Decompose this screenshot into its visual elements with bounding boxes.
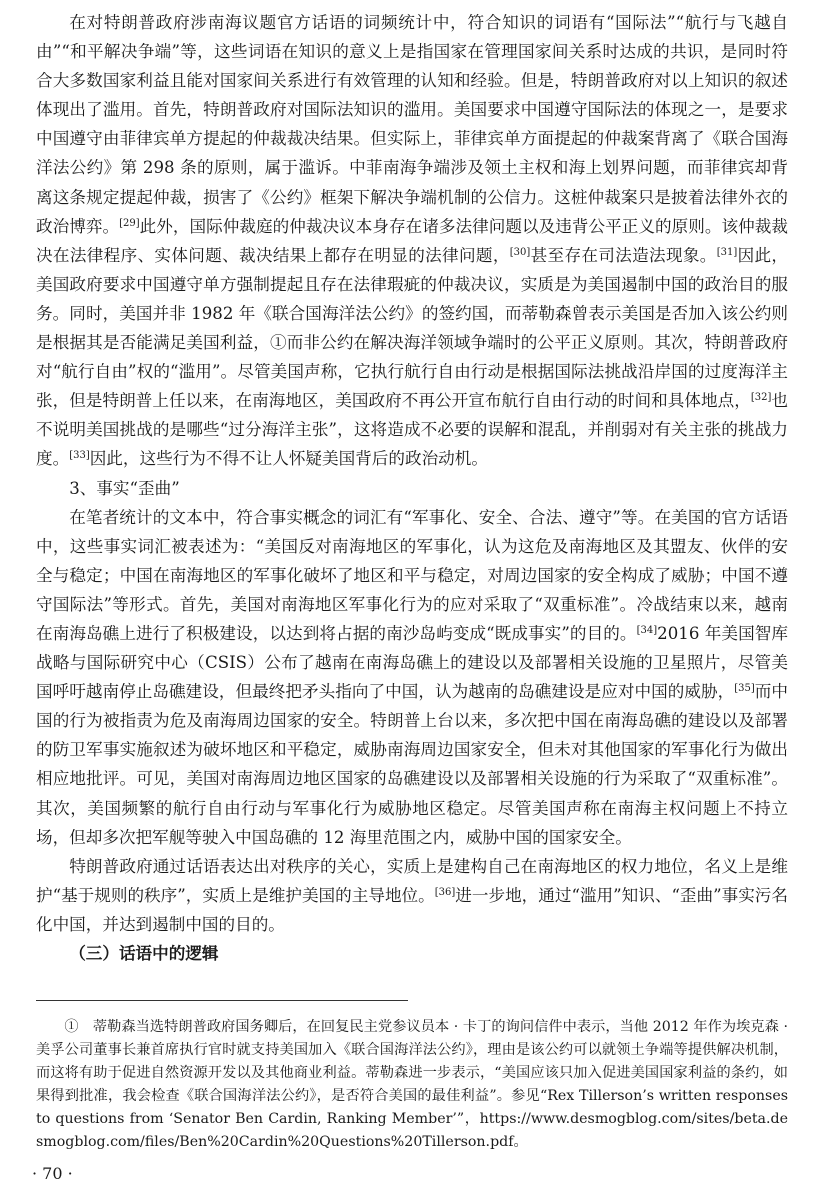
section-heading-logic: （三）话语中的逻辑	[69, 944, 219, 963]
citation-33: [33]	[69, 450, 90, 462]
citation-31: [31]	[716, 246, 738, 258]
citation-36: [36]	[434, 886, 456, 898]
subheading-fact-distortion: 3、事实“歪曲”	[69, 478, 180, 498]
body-text	[36, 8, 788, 968]
footnote-divider	[36, 1000, 408, 1001]
citation-34: [34]	[636, 624, 658, 636]
citation-29: [29]	[119, 217, 140, 229]
paragraph-knowledge-abuse: 在对特朗普政府涉南海议题官方话语的词频统计中，符合知识的词语有“国际法”“航行与飞越自由”“和平解决争端”等，这些词语在知识的意义上是指国家在管理国家间关系时达成的共识，是同时符合大多数国家利益且能对国家间关系进行有效管理的认知和经验。但是，特朗普政府对以上知识的叙述体现出了滥用。首先，特朗普政府对国际法知识的滥用。美国要求中国遵守国际法的体现之一，是要求中国遵守由菲律宾单方提起的仲裁裁决结果。但实际上，菲律宾单方面提起的仲裁案背离了《联合国海洋法公约》第 298 条的原则，属于滥诉。中菲南海争端涉及领土主权和海上划界问题，而菲律宾却背离这条规定提起仲裁，损害了《公约》框架下解决争端机制的公信力。这桩仲裁案只是披着法律外衣的政治博弈。[29]此外，国际仲裁庭的仲裁决议本身存在诸多法律问题以及违背公平正义的原则。该仲裁裁决在法律程序、实体问题、裁决结果上都存在明显的法律问题，[30]甚至存在司法造法现象。[31]因此，美国政府要求中国遵守单方强制提起且存在法律瑕疵的仲裁决议，实质是为美国遏制中国的政治目的服务。同时，美国并非 1982 年《联合国海洋法公约》的签约国，而蒂勒森曾表示美国是否加入该公约则是根据其是否能满足美国利益，①而非公约在解决海洋领域争端时的公平正义原则。其次，特朗普政府对“航行自由”权的“滥用”。尽管美国声称，它执行航行自由行动是根据国际法挑战沿岸国的过度海洋主张，但是特朗普上任以来，在南海地区，美国政府不再公开宣布航行自由行动的时间和具体地点，[32]也不说明美国挑战的是哪些“过分海洋主张”，这将造成不必要的误解和混乱，并削弱对有关主张的挑战力度。[33]因此，这些行为不得不让人怀疑美国背后的政治动机。	[36, 13, 789, 469]
page-number: · 70 ·	[32, 1164, 73, 1183]
footnote-1: ① 蒂勒森当选特朗普政府国务卿后，在回复民主党参议员本 · 卡丁的询问信件中表示，当他 2012 年作为埃克森 · 美孚公司董事长兼首席执行官时就支持美国加入《联合国海洋法公约》，理由是该公约可以就领土争端等提供解决机制，而这将有助于促进自然资源开发以及其他商业利益。蒂勒森进一步表示，“美国应该只加入促进美国国家利益的条约，如果得到批准，我会检查《联合国海洋法公约》，是否符合美国的最佳利益”。参见“Rex Tillerson’s written responses to questions from ‘Senator Ben Cardin, Ranking Member’”，https://www.desmogblog.com/sites/beta.desmogblog.com/files/Ben%20Cardin%20Questions%20Tillerson.pdf。	[36, 1019, 788, 1150]
paragraph-order-summary: 特朗普政府通过话语表达出对秩序的关心，实质上是建构自己在南海地区的权力地位，名义上是维护“基于规则的秩序”，实质上是维护美国的主导地位。[36]进一步地，通过“滥用”知识、“歪曲”事实污名化中国，并达到遏制中国的目的。	[36, 856, 789, 934]
citation-30: [30]	[509, 246, 531, 258]
paragraph-fact-distortion: 在笔者统计的文本中，符合事实概念的词汇有“军事化、安全、合法、遵守”等。在美国的官方话语中，这些事实词汇被表述为：“美国反对南海地区的军事化，认为这危及南海地区及其盟友、伙伴的安全与稳定；中国在南海地区的军事化破坏了地区和平与稳定，对周边国家的安全构成了威胁；中国不遵守国际法”等形式。首先，美国对南海地区军事化行为的应对采取了“双重标准”。冷战结束以来，越南在南海岛礁上进行了积极建设，以达到将占据的南沙岛屿变成“既成事实”的目的。[34]2016 年美国智库战略与国际研究中心（CSIS）公布了越南在南海岛礁上的建设以及部署相关设施的卫星照片，尽管美国呼吁越南停止岛礁建设，但最终把矛头指向了中国，认为越南的岛礁建设是应对中国的威胁，[35]而中国的行为被指责为危及南海周边国家的安全。特朗普上台以来，多次把中国在南海岛礁的建设以及部署的防卫军事实施叙述为破坏地区和平稳定，威胁南海周边国家安全，但未对其他国家的军事化行为做出相应地批评。可见，美国对南海周边地区国家的岛礁建设以及部署相关设施的行为采取了“双重标准”。其次，美国频繁的航行自由行动与军事化行为威胁地区稳定。尽管美国声称在南海主权问题上不持立场，但却多次把军舰等驶入中国岛礁的 12 海里范围之内，威胁中国的国家安全。	[36, 507, 788, 847]
citation-32: [32]	[750, 392, 772, 404]
citation-35: [35]	[734, 683, 755, 695]
